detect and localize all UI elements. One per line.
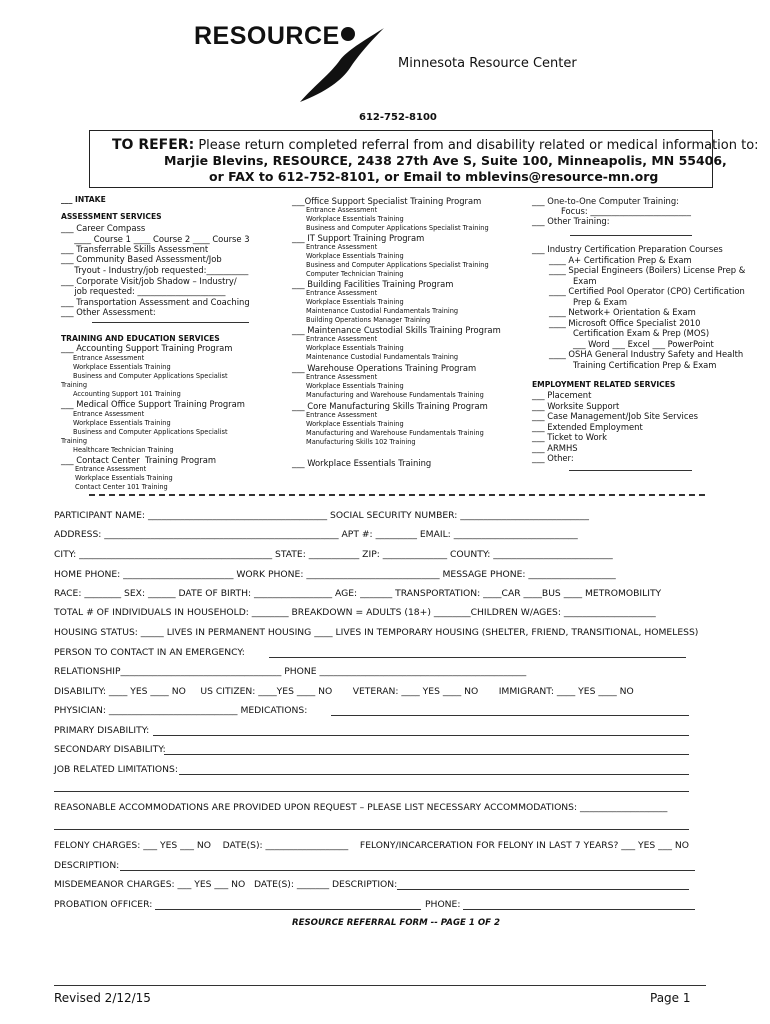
program-sub: Entrance Assessment [306, 335, 378, 343]
program-sub: Workplace Essentials Training [75, 474, 173, 482]
program-sub: Manufacturing Skills 102 Training [306, 438, 416, 446]
employment-item[interactable]: ___ Case Management/Job Site Services [532, 411, 699, 421]
program-sub: Training [61, 437, 88, 445]
training-heading: TRAINING AND EDUCATION SERVICES [61, 334, 220, 343]
medical-program[interactable]: ___ Medical Office Support Training Program [61, 399, 245, 409]
program-sub: Maintenance Custodial Fundamentals Training [306, 307, 459, 315]
assessment-item[interactable]: job requested: _____________________ [61, 286, 226, 296]
physician-label[interactable]: PHYSICIAN: ____________________________ MEDICATIONS: [54, 705, 308, 716]
workplace-essentials-program[interactable]: ___ Workplace Essentials Training [292, 458, 432, 468]
industry-item[interactable]: ____ Microsoft Office Specialist 2010 [549, 318, 701, 328]
revised-date: Revised 2/12/15 [54, 991, 151, 1005]
program-sub: Building Operations Manager Training [306, 316, 431, 324]
program-sub: Entrance Assessment [306, 373, 378, 381]
program-sub: Workplace Essentials Training [306, 215, 404, 223]
logo-text: RESOURCE [194, 22, 340, 50]
program-sub: Computer Technician Training [306, 270, 404, 278]
other-employment-line[interactable] [569, 470, 692, 471]
assessment-item[interactable]: ___ Transferrable Skills Assessment [61, 244, 209, 254]
form-page-title: RESOURCE REFERRAL FORM -- PAGE 1 OF 2 [292, 918, 500, 928]
housing-status-field[interactable]: HOUSING STATUS: _____ LIVES IN PERMANENT HOUSING ____ LIVES IN TEMPORARY HOUSING (SHELTER, FRIEND, TRANSITIONAL, HOMELESS) [54, 627, 699, 638]
footer-rule [54, 985, 706, 986]
job-limitations-line[interactable] [179, 774, 689, 775]
secondary-disability-label: SECONDARY DISABILITY: [54, 744, 166, 755]
it-support-program[interactable]: ___ IT Support Training Program [292, 233, 425, 243]
program-sub: Healthcare Technician Training [73, 446, 174, 454]
employment-item[interactable]: ___ Placement [532, 390, 592, 400]
felony-field[interactable]: FELONY CHARGES: ___ YES ___ NO DATE(S): __________________ FELONY/INCARCERATION FOR FELONY IN LAST 7 YEARS? ___ YES ___ NO [54, 840, 689, 851]
program-sub: Accounting Support 101 Training [73, 390, 181, 398]
org-name: Minnesota Resource Center [398, 56, 577, 71]
contact-center-program[interactable]: ___ Contact Center Training Program [61, 455, 217, 465]
refer-line-3: or FAX to 612-752-8101, or Email to mblevins@resource-mn.org [209, 169, 659, 184]
assessment-item[interactable]: ____ Course 1 ____ Course 2 ____ Course 3 [61, 234, 250, 244]
job-limitations-line-2[interactable] [54, 791, 689, 792]
industry-item[interactable]: ____ Network+ Orientation & Exam [549, 307, 696, 317]
program-sub: Workplace Essentials Training [73, 419, 171, 427]
assessment-item[interactable]: ___ Community Based Assessment/Job [61, 254, 222, 264]
employment-heading: EMPLOYMENT RELATED SERVICES [532, 380, 676, 389]
program-sub: Workplace Essentials Training [306, 420, 404, 428]
program-sub: Training [61, 381, 88, 389]
primary-disability-line[interactable] [153, 735, 689, 736]
employment-item[interactable]: ___ Ticket to Work [532, 432, 607, 442]
probation-phone-line[interactable] [463, 909, 695, 910]
program-sub: Business and Computer Applications Specialist [73, 372, 228, 380]
description-label: DESCRIPTION: [54, 860, 120, 871]
program-sub: Business and Computer Applications Specialist Training [306, 224, 489, 232]
industry-item[interactable]: ____ OSHA General Industry Safety and Health [549, 349, 744, 359]
race-field[interactable]: RACE: ________ SEX: ______ DATE OF BIRTH: _________________ AGE: _______ TRANSPORTATION: ____CAR ____BUS ____ METROMOBILITY [54, 588, 662, 599]
other-assessment-line[interactable] [92, 322, 249, 323]
intake-checkbox[interactable]: ___ INTAKE [61, 195, 106, 204]
assessment-item[interactable]: ___ Other Assessment: [61, 307, 156, 317]
program-sub: Entrance Assessment [73, 410, 145, 418]
runner-logo-icon [296, 22, 388, 106]
primary-disability-label: PRIMARY DISABILITY: [54, 725, 150, 736]
program-sub: Workplace Essentials Training [306, 382, 404, 390]
probation-officer-label: PROBATION OFFICER: [54, 899, 153, 910]
office-support-program[interactable]: ___Office Support Specialist Training Program [292, 196, 482, 206]
program-sub: Manufacturing and Warehouse Fundamentals Training [306, 429, 484, 437]
program-sub: Workplace Essentials Training [306, 252, 404, 260]
industry-item[interactable]: ___ Word ___ Excel ___ PowerPoint [549, 339, 714, 349]
other-training-line[interactable] [570, 235, 692, 236]
household-field[interactable]: TOTAL # OF INDIVIDUALS IN HOUSEHOLD: ________ BREAKDOWN = ADULTS (18+) ________CHILDREN W/AGES: ____________________ [54, 607, 656, 618]
warehouse-program[interactable]: ___ Warehouse Operations Training Program [292, 363, 477, 373]
address-field[interactable]: ADDRESS: ___________________________________________________ APT #: _________ EMAIL: ___________________________ [54, 529, 578, 540]
probation-phone-label: PHONE: [425, 899, 461, 910]
program-sub: Maintenance Custodial Fundamentals Training [306, 353, 459, 361]
industry-item[interactable]: ____ Special Engineers (Boilers) License Prep & [549, 265, 746, 275]
program-sub: Entrance Assessment [75, 465, 147, 473]
program-sub: Workplace Essentials Training [306, 344, 404, 352]
industry-item: Training Certification Prep & Exam [549, 360, 717, 370]
industry-item[interactable]: ____ A+ Certification Prep & Exam [549, 255, 692, 265]
city-field[interactable]: CITY: __________________________________________ STATE: ___________ ZIP: ______________ COUNTY: __________________________ [54, 549, 613, 560]
employment-item[interactable]: ___ Worksite Support [532, 401, 620, 411]
program-sub: Entrance Assessment [73, 354, 145, 362]
accommodations-field[interactable]: REASONABLE ACCOMMODATIONS ARE PROVIDED UPON REQUEST – PLEASE LIST NECESSARY ACCOMMODATIONS: ___________________ [54, 802, 668, 813]
one-to-one-training[interactable]: ___ One-to-One Computer Training: [532, 196, 679, 206]
program-sub: Business and Computer Applications Specialist [73, 428, 228, 436]
program-sub: Workplace Essentials Training [306, 298, 404, 306]
industry-item: Exam [549, 276, 597, 286]
probation-officer-line[interactable] [155, 909, 421, 910]
focus-field[interactable]: Focus: ________________________ [561, 206, 691, 216]
program-sub: Entrance Assessment [306, 411, 378, 419]
refer-instructions: Please return completed referral from and disability related or medical information to: [194, 138, 759, 153]
assessment-heading: ASSESSMENT SERVICES [61, 212, 162, 221]
program-sub: Business and Computer Applications Specialist Training [306, 261, 489, 269]
participant-name-field[interactable]: PARTICIPANT NAME: _______________________________________ SOCIAL SECURITY NUMBER: ____________________________ [54, 510, 589, 521]
phone-number: 612-752-8100 [359, 112, 437, 123]
program-sub: Entrance Assessment [306, 289, 378, 297]
building-facilities-program[interactable]: ___ Building Facilities Training Program [292, 279, 454, 289]
industry-item[interactable]: ____ Certified Pool Operator (CPO) Certification [549, 286, 745, 296]
secondary-disability-line[interactable] [164, 754, 689, 755]
refer-line-1 [112, 137, 759, 153]
program-sub: Workplace Essentials Training [73, 363, 171, 371]
employment-item[interactable]: ___ ARMHS [532, 443, 578, 453]
accommodations-line-2[interactable] [54, 829, 689, 830]
employment-item[interactable]: ___ Other: [532, 453, 574, 463]
other-training[interactable]: ___ Other Training: [532, 216, 610, 226]
emergency-contact-label: PERSON TO CONTACT IN AN EMERGENCY: [54, 647, 245, 658]
disability-field[interactable]: DISABILITY: ____ YES ____ NO US CITIZEN: ____YES ____ NO VETERAN: ____ YES ____ NO IMMIGRANT: ____ YES ____ NO [54, 686, 634, 697]
medications-line[interactable] [331, 715, 689, 716]
program-sub: Contact Center 101 Training [75, 483, 168, 491]
page-number: Page 1 [650, 991, 691, 1005]
assessment-item[interactable]: ___ Career Compass [61, 223, 146, 233]
assessment-item[interactable]: Tryout - Industry/job requested:__________ [61, 265, 249, 275]
program-sub: Entrance Assessment [306, 206, 378, 214]
misdemeanor-description-line[interactable] [397, 889, 689, 890]
relationship-field[interactable]: RELATIONSHIP___________________________________ PHONE _____________________________________________ [54, 666, 527, 677]
core-manufacturing-program[interactable]: ___ Core Manufacturing Skills Training Program [292, 401, 488, 411]
industry-certification[interactable]: ___ Industry Certification Preparation Courses [532, 244, 723, 254]
refer-line-2: Marjie Blevins, RESOURCE, 2438 27th Ave S, Suite 100, Minneapolis, MN 55406, [164, 153, 727, 168]
description-line[interactable] [120, 870, 695, 871]
program-sub: Entrance Assessment [306, 243, 378, 251]
industry-item: Certification Exam & Prep (MOS) [549, 328, 710, 338]
refer-label: TO REFER: [112, 137, 195, 153]
employment-item[interactable]: ___ Extended Employment [532, 422, 643, 432]
phone-fields[interactable]: HOME PHONE: ________________________ WORK PHONE: _____________________________ MESSAGE PHONE: ___________________ [54, 569, 616, 580]
industry-item: Prep & Exam [549, 297, 627, 307]
assessment-item[interactable]: ___ Transportation Assessment and Coaching [61, 297, 250, 307]
program-sub: Manufacturing and Warehouse Fundamentals Training [306, 391, 484, 399]
assessment-item[interactable]: ___ Corporate Visit/job Shadow – Industry/ [61, 276, 237, 286]
job-limitations-label: JOB RELATED LIMITATIONS: [54, 764, 178, 775]
accounting-program[interactable]: ___ Accounting Support Training Program [61, 343, 233, 353]
emergency-contact-line[interactable] [269, 657, 686, 658]
misdemeanor-field[interactable]: MISDEMEANOR CHARGES: ___ YES ___ NO DATE(S): _______ DESCRIPTION: [54, 879, 398, 890]
cut-line [89, 494, 705, 496]
maintenance-program[interactable]: ___ Maintenance Custodial Skills Training Program [292, 325, 501, 335]
